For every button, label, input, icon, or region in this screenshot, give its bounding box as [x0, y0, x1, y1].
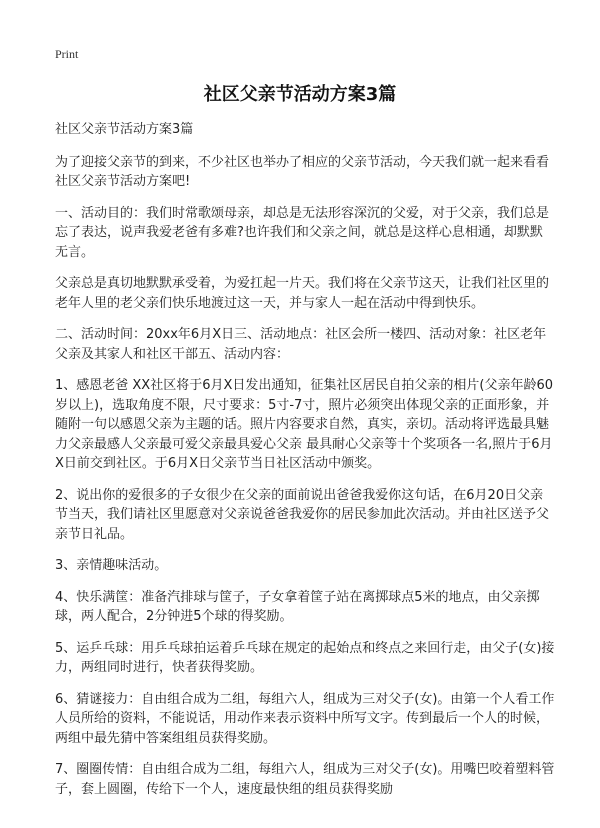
- paragraph-item-5: 5、运乒乓球：用乒乓球拍运着乒乓球在规定的起始点和终点之来回行走，由父子(女)接力，两组同时进行，快者获得奖励。: [55, 640, 555, 675]
- paragraph-time-place: 二、活动时间：20xx年6月X日三、活动地点：社区会所一楼四、活动对象：社区老年父亲及其家人和社区干部五、活动内容：: [55, 327, 547, 362]
- paragraph-item-1: 1、感恩老爸 XX社区将于6月X日发出通知，征集社区居民自拍父亲的相片(父亲年龄60岁以上)，选取角度不限，尺寸要求：5寸-7寸，照片必须突出体现父亲的正面形象，并随附一句以感恩父亲为主题的话。照片内容要求自然，真实，亲切。活动将评选最具魅力父亲最感人父亲最可爱父亲最具爱心父亲 最具耐心父亲等十个奖项各一名,照片于6月X日前交到社区。于6月X日父亲节当日社区活动中颁奖。: [55, 378, 554, 471]
- paragraph-intro: 为了迎接父亲节的到来，不少社区也举办了相应的父亲节活动，今天我们就一起来看看社区父亲节活动方案吧!: [55, 154, 550, 189]
- paragraph-purpose-cont: 父亲总是真切地默默承受着，为爱扛起一片天。我们将在父亲节这天，让我们社区里的老年人里的老父亲们快乐地渡过这一天，并与家人一起在活动中得到快乐。: [55, 276, 550, 311]
- paragraph-item-6: 6、猜谜接力：自由组合成为二组，每组六人，组成为三对父子(女)。由第一个人看工作人员所给的资料，不能说话，用动作来表示资料中所写文字。传到最后一个人的时候，两组中最先猜中答案组组员获得奖励。: [55, 691, 555, 746]
- page-title: 社区父亲节活动方案3篇: [203, 84, 397, 105]
- paragraph-item-3: 3、亲情趣味活动。: [55, 558, 168, 573]
- article-body: [55, 120, 555, 811]
- article-subtitle: 社区父亲节活动方案3篇: [55, 122, 194, 137]
- paragraph-purpose: 一、活动目的：我们时常歌颂母亲，却总是无法形容深沉的父爱，对于父亲，我们总是忘了表达，说声我爱老爸有多难?也许我们和父亲之间，就总是这样心息相通，却默默无言。: [55, 205, 550, 260]
- print-link[interactable]: Print: [55, 47, 79, 61]
- paragraph-item-4: 4、快乐满筐：准备汽排球与筐子，子女拿着筐子站在离掷球点5米的地点，由父亲掷球，两人配合，2分钟进5个球的得奖励。: [55, 589, 540, 624]
- paragraph-item-2: 2、说出你的爱很多的子女很少在父亲的面前说出爸爸我爱你这句话，在6月20日父亲节当天，我们请社区里愿意对父亲说爸爸我爱你的居民参加此次活动。并由社区送予父亲节日礼品。: [55, 487, 550, 542]
- paragraph-item-7: 7、圈圈传情：自由组合成为二组，每组六人，组成为三对父子(女)。用嘴巴咬着塑料管子，套上圆圈，传给下一个人，速度最快组的组员获得奖励: [55, 762, 555, 797]
